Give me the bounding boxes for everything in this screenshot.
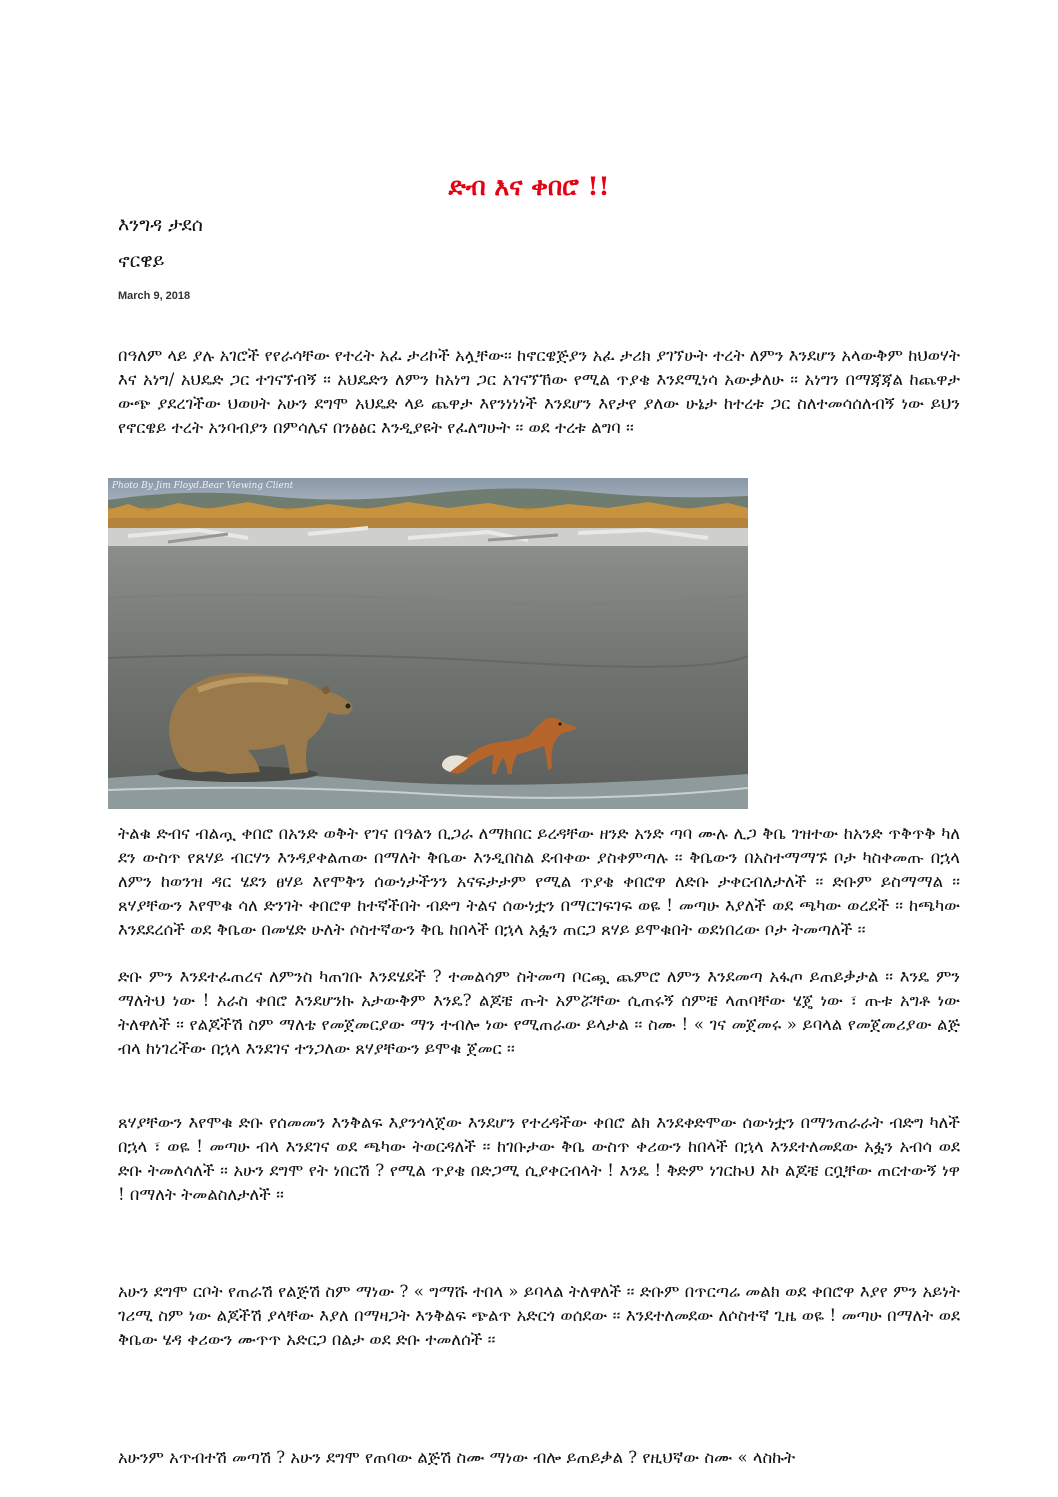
location: ኖርዌይ: [118, 250, 165, 272]
paragraph-story-4: አሁን ደግሞ ርቦት የጠራሽ የልጅሽ ስም ማነው ? « ግማሹ ተበላ » ይባላል ትለዋለች ፡፡ ድቡም በጥርጣሬ መልክ ወደ ቀበሮዋ እያየ ምን አይነት ገሪሚ ስም ነው ልጆችሽ ያላቸው እያለ በማዛጋት እንቅልፍ ጭልጥ አድርጎ ወሰደው ፡፡ እንደተለመደው ለሶስተኛ ጊዜ ወዬ ! መጣሁ በማለት ወደ ቅቤው ሄዳ ቀሪውን ሙጥጥ አድርጋ በልታ ወደ ድቡ ተመለሰች ፡፡: [118, 1282, 960, 1349]
paragraph-story-2: ድቡ ምን እንደተፈጠረና ለምንስ ካጠገቡ እንደሄደች ? ተመልሳም ስትመጣ ቦርጯ ጨምሮ ለምን እንደመጣ አፋጦ ይጠይቃታል ፡፡ እንዴ ምን ማለትህ ነው ! አራስ ቀበሮ እንደሆንኩ አታውቅም እንዴ? ልጆቼ ጡት አምሯቸው ሲጠሩኝ ሰምቼ ላጠባቸው ሄጄ ነው ፣ ጡቱ አግቶ ነው ትለዋለች ፡፡ የልጆችሽ ስም ማለቴ የመጀመርያው ማን ተብሎ ነው የሚጠራው ይላታል ፡፡ ስሙ ! « ገና መጀመሩ » ይባላል የመጀመሪያው ልጅ ብላ ከነገረችው በኋላ እንደገና ተንጋለው ጸሃያቸውን ይሞቁ ጀመር ፡፡: [118, 967, 960, 1058]
paragraph-story-5: አሁንም አጥብተሽ መጣሽ ? አሁን ደግሞ የጠባው ልጅሽ ስሙ ማነው ብሎ ይጠይቃል ? የዚህኛው ስሙ « ላስኩት: [118, 1448, 796, 1467]
photo-credit: Photo By Jim Floyd.Bear Viewing Client: [112, 481, 294, 491]
publish-date: March 9, 2018: [118, 290, 191, 302]
author-name: እንግዳ ታደሰ: [118, 214, 203, 236]
paragraph-story-1: ትልቁ ድብና ብልጧ ቀበሮ በአንድ ወቅት የገና በዓልን ቢጋራ ለማክበር ይረዳቸው ዘንድ አንድ ጣባ ሙሉ ሊጋ ቅቤ ገዝተው ከአንድ ጥቅጥቅ ካለ ደን ውስጥ የጸሃይ ብርሃን እንዳያቀልጠው በማለት ቅቤው እንዲበስል ደብቀው ያስቀምጣሉ ፡፡ ቅቤውን በአስተማማኙ ቦታ ካስቀመጡ በኋላ ለምን ከወንዝ ዳር ሄደን ፀሃይ እየሞቅን ሰውነታችንን አናፍታታም የሚል ጥያቄ ቀበሮዋ ለድቡ ታቀርብለታለች ፡፡ ድቡም ይስማማል ፡፡ ጸሃያቸውን እየሞቁ ሳለ ድንገት ቀበሮዋ ከተኛችበት ብድግ ትልና ሰውነቷን በማርገፍገፍ ወዬ ! መጣሁ እያለች ወደ ጫካው ወረደች ፡፡ ከጫካው እንደደረሰች ወደ ቅቤው በመሄድ ሁለት ሶስተኛውን ቅቤ ከበላች በኋላ አፏን ጠርጋ ጸሃይ ይሞቁበት ወደነበረው ቦታ ትመጣለች ፡፡: [118, 824, 960, 939]
photo-illustration: [108, 478, 748, 809]
paragraph-story-3: ጸሃያቸውን እየሞቁ ድቡ የሰመመን እንቅልፍ እያንጎላጀው እንደሆን የተረዳችው ቀበሮ ልክ እንደቀድሞው ሰውነቷን በማንጠራራት ብድግ ካለች በኋላ ፣ ወዬ ! መጣሁ ብላ እንደገና ወደ ጫካው ትወርዳለች ፡፡ ከገቡታው ቅቤ ውስጥ ቀሪውን ከበላች በኋላ እንደተለመደው አፏን አብሳ ወደ ድቡ ትመለሳለች ፡፡ አሁን ደግሞ የት ነበርሽ ? የሚል ጥያቄ በድጋሚ ሲያቀርብላት ! እንዴ ! ቅድም ነገርኩህ እኮ ልጆቼ ርቧቸው ጠርተውኝ ነዋ ! በማለት ትመልስለታለች ፡፡: [118, 1113, 960, 1204]
document-title: ድብ እና ቀበሮ !!: [448, 172, 610, 201]
paragraph-intro: በዓለም ላይ ያሉ አገሮች የየራሳቸው የተረት አፈ ታሪኮች አሏቸው፡፡ ከኖርዌጅያን አፈ ታሪክ ያገኘሁት ተረት ለምን እንደሆን አላውቅም ከህወሃት እና አነግ/ አህዴድ ጋር ተገናኘብኝ ፡፡ አህዴድን ለምን ከአነግ ጋር አገናኘኸው የሚል ጥያቄ እንደሚነሳ አውቃለሁ ፡፡ አነግን በማጃጃል ከጨዋታ ውጭ ያደረገችው ህወሀት አሁን ደግሞ አህዴድ ላይ ጨዋታ እየንነነነች እንደሆን እየታየ ያለው ሁኔታ ከተረቱ ጋር ስለተመሳሰለብኝ ነው ይህን የኖርዌይ ተረት አንባብያን በምሳሌና በንፅፅር እንዲያዩት የፈለግሁት ፡፡ ወደ ተረቱ ልግባ ፡፡: [118, 346, 960, 437]
bear-fox-photo: [108, 478, 748, 809]
